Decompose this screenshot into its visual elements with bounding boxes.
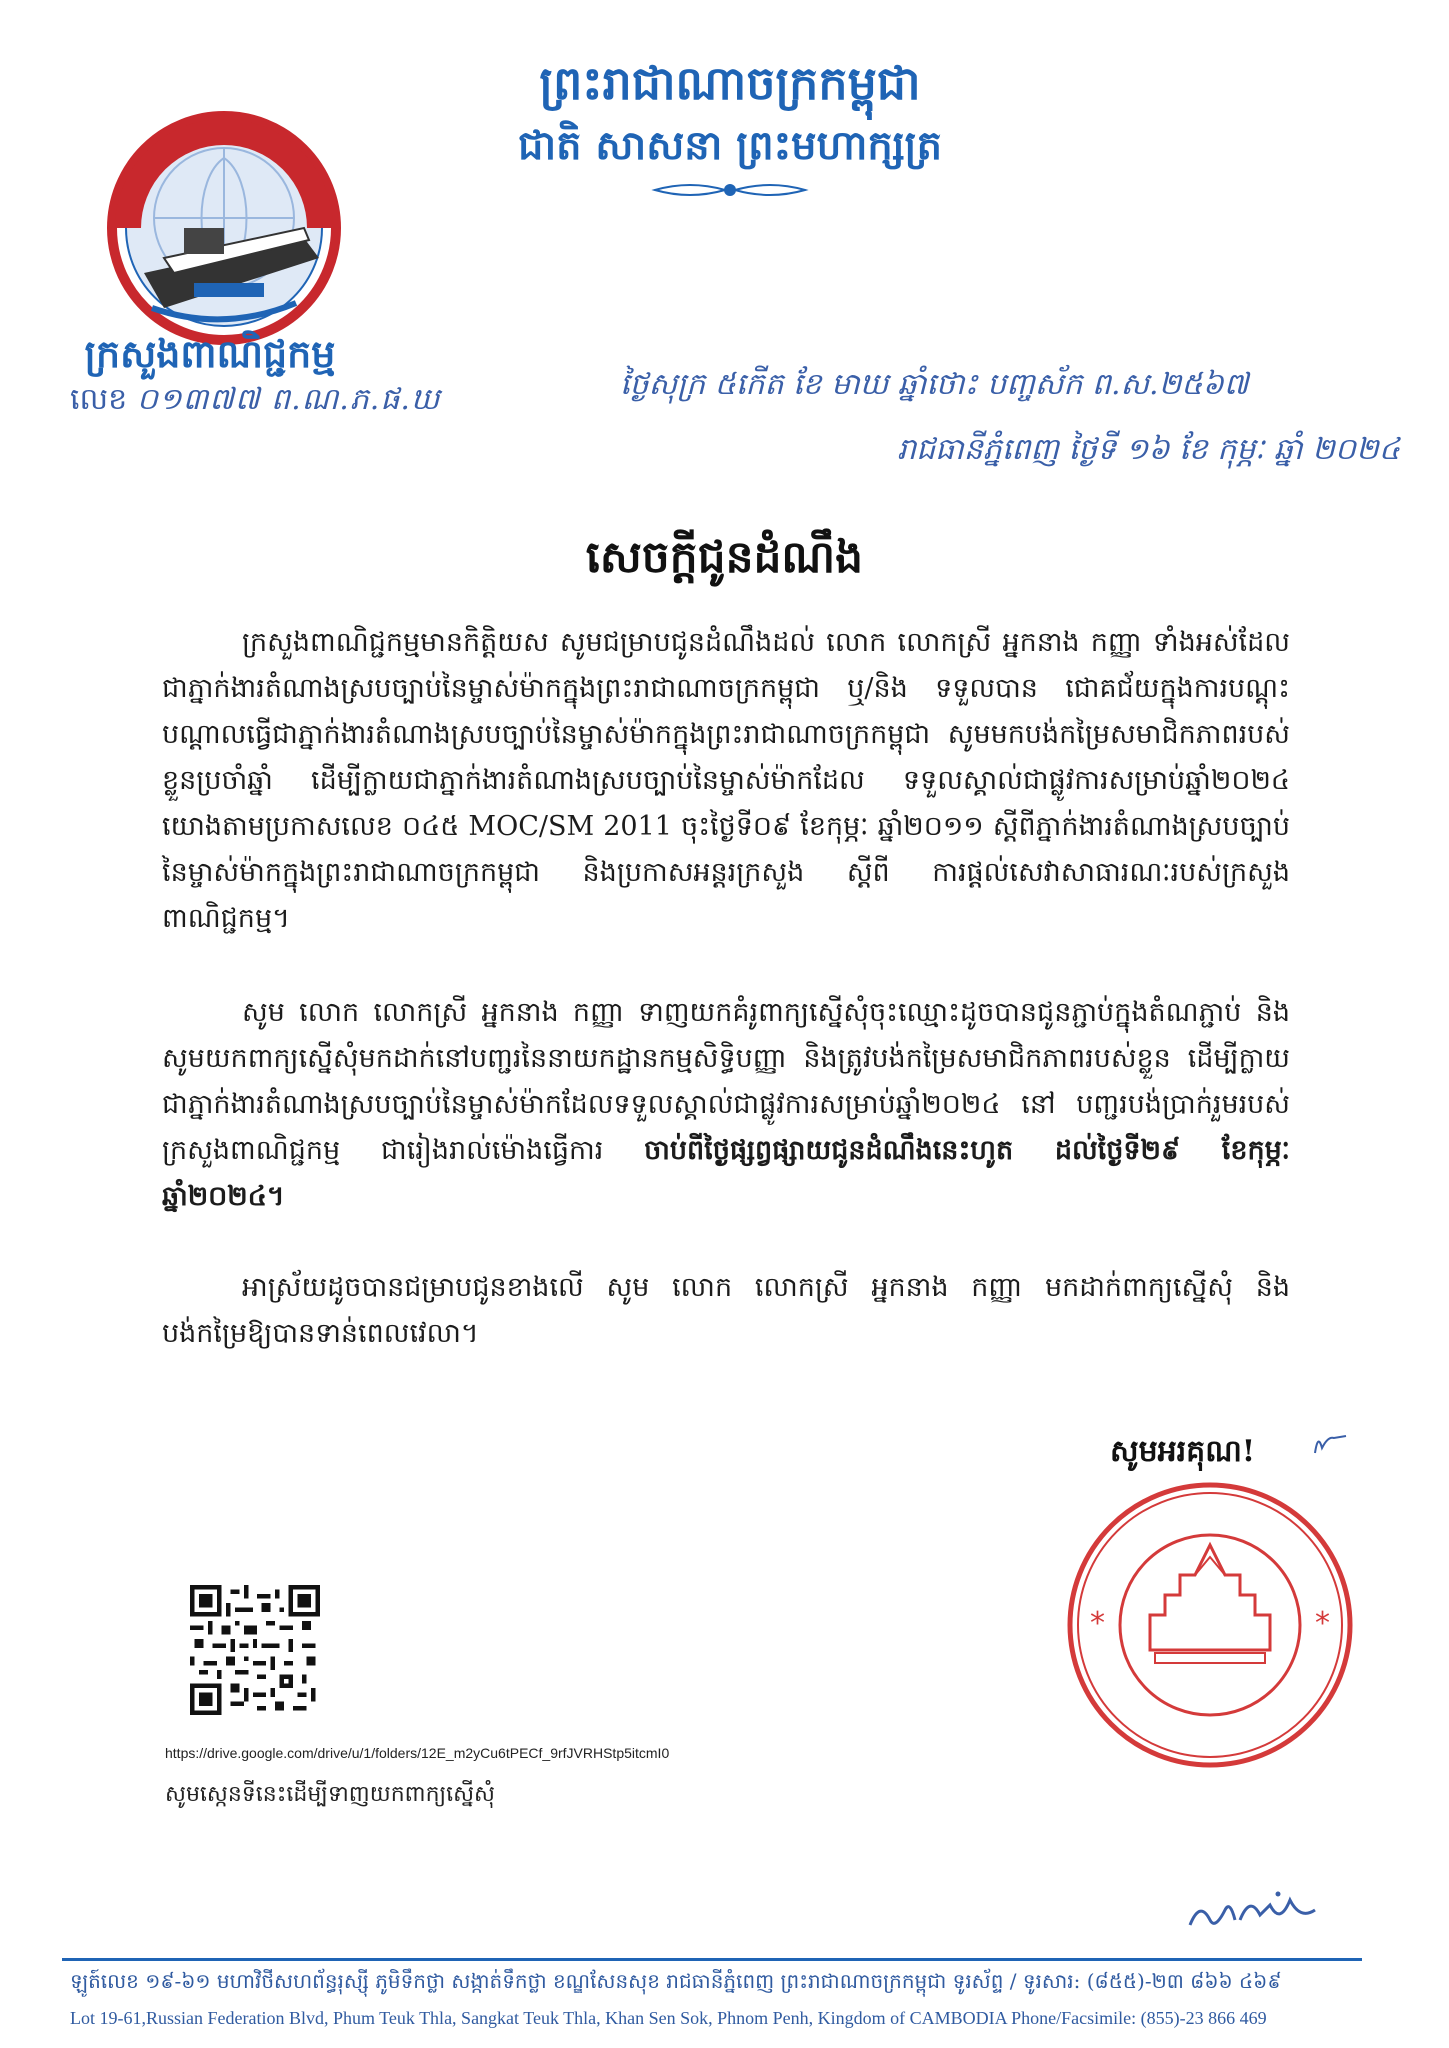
ministry-logo xyxy=(104,108,344,348)
handwritten-signature xyxy=(1180,1880,1340,1940)
qr-caption: សូមស្កេនទីនេះដើម្បីទាញយកពាក្យស្នើសុំ xyxy=(165,1782,495,1807)
qr-code[interactable] xyxy=(190,1585,320,1715)
ornament-divider xyxy=(650,178,810,202)
reference-number: ០១៣៧៧ ព.ណ.ភ.ផ.ឃ xyxy=(136,382,441,417)
national-motto: ជាតិ សាសនា ព្រះមហាក្សត្រ xyxy=(518,122,942,169)
solar-date: រាជធានីភ្នំពេញ ថ្ងៃទី ១៦ ខែ កុម្ភៈ ឆ្នាំ ២០២៤ xyxy=(897,432,1400,467)
footer-divider xyxy=(62,1958,1362,1961)
svg-text:*: * xyxy=(1090,1606,1105,1641)
body-paragraph-1: ក្រសួងពាណិជ្ជកម្មមានកិត្តិយស សូមជម្រាបជូនដំណឹងដល់ លោក លោកស្រី អ្នកនាង កញ្ញា ទាំងអស់ដែលជាភ្នាក់ងារតំណាងស្របច្បាប់នៃម្ចាស់ម៉ាកក្នុងព្រះរាជាណាចក្រកម្ពុជា ឬ/និង ទទួលបាន ជោគជ័យក្នុងការបណ្ដុះបណ្ដាលធ្វើជាភ្នាក់ងារតំណាងស្របច្បាប់នៃម្ចាស់ម៉ាកក្នុងព្រះរាជាណាចក្រកម្ពុជា សូមមកបង់កម្រៃសមាជិកភាពរបស់ខ្លួនប្រចាំឆ្នាំ ដើម្បីក្លាយជាភ្នាក់ងារតំណាងស្របច្បាប់នៃម្ចាស់ម៉ាកដែល ទទួលស្គាល់ជាផ្លូវការសម្រាប់ឆ្នាំ២០២៤ យោងតាមប្រកាសលេខ ០៤៥ MOC/SM 2011 ចុះថ្ងៃទី០៩ ខែកុម្ភៈ ឆ្នាំ២០១១ ស្ដីពីភ្នាក់ងារតំណាងស្របច្បាប់នៃម្ចាស់ម៉ាកក្នុងព្រះរាជាណាចក្រកម្ពុជា និងប្រកាសអន្តរក្រសួង ស្ដីពី ការផ្ដល់សេវាសាធារណៈរបស់ក្រសួងពាណិជ្ជកម្ម។ xyxy=(162,627,1290,934)
initial-mark xyxy=(1310,1428,1350,1458)
qr-link[interactable]: https://drive.google.com/drive/u/1/folders/12E_m2yCu6tPECf_9rfJVRHStp5itcmI0 xyxy=(165,1745,670,1761)
body-paragraph-2 xyxy=(162,990,1290,1220)
svg-text:*: * xyxy=(1315,1606,1330,1641)
kingdom-heading: ព្រះរាជាណាចក្រកម្ពុជា xyxy=(539,56,921,110)
deadline-text: ចាប់ពីថ្ងៃផ្សព្វផ្សាយជូនដំណឹងនេះហូត ដល់ថ្ងៃទី២៩ ខែកុម្ភៈ ឆ្នាំ២០២៤។ xyxy=(162,1135,1290,1212)
official-seal xyxy=(1060,1475,1360,1775)
reference-line xyxy=(70,380,440,424)
thanks-text: សូមអរគុណ! xyxy=(1110,1434,1256,1469)
document-title: សេចក្ដីជូនដំណឹង xyxy=(585,532,864,583)
footer-address-khmer: ឡូត៍លេខ ១៩-៦១ មហាវិថីសហព័ន្ធរុស្ស៊ី ភូមិទឹកថ្លា សង្កាត់ទឹកថ្លា ខណ្ឌសែនសុខ រាជធានីភ្នំពេញ ព្រះរាជាណាចក្រកម្ពុជា ទូរស័ព្ទ / ទូរសារ: (៨៥៥)-២៣ ៨៦៦ ៤៦៩ xyxy=(70,1969,1282,1993)
lunar-date: ថ្ងៃសុក្រ ៥កើត ខែ មាឃ ឆ្នាំថោះ បញ្ចស័ក ព.ស.២៥៦៧ xyxy=(620,367,1249,402)
body-paragraph-3: អាស្រ័យដូចបានជម្រាបជូនខាងលើ សូម លោក លោកស្រី អ្នកនាង កញ្ញា មកដាក់ពាក្យស្នើសុំ និងបង់កម្រៃឱ្យបានទាន់ពេលវេលា។ xyxy=(162,1272,1290,1349)
reference-label: លេខ xyxy=(70,382,128,417)
footer-address-english: Lot 19-61,Russian Federation Blvd, Phum Teuk Thla, Sangkat Teuk Thla, Khan Sen Sok, Phnom Penh, Kingdom of CAMBODIA Phone/Facsimile: (855)-23 866 469 xyxy=(70,2008,1267,2028)
ministry-name: ក្រសួងពាណិជ្ជកម្ម xyxy=(84,331,336,376)
body-paragraph-2-text: សូម លោក លោកស្រី អ្នកនាង កញ្ញា ទាញយកគំរូពាក្យស្នើសុំចុះឈ្មោះដូចបានជូនភ្ជាប់ក្នុងតំណភ្ជាប់ និងសូមយកពាក្យស្នើសុំមកដាក់នៅបញ្ជរនៃនាយកដ្ឋានកម្មសិទ្ធិបញ្ញា និងត្រូវបង់កម្រៃសមាជិកភាពរបស់ខ្លួន ដើម្បីក្លាយជាភ្នាក់ងារតំណាងស្របច្បាប់នៃម្ចាស់ម៉ាកដែលទទួលស្គាល់ជាផ្លូវការសម្រាប់ឆ្នាំ២០២៤ នៅ បញ្ជរបង់ប្រាក់រួមរបស់ក្រសួងពាណិជ្ជកម្ម ជារៀងរាល់ម៉ោងធ្វើការ xyxy=(162,997,1290,1166)
